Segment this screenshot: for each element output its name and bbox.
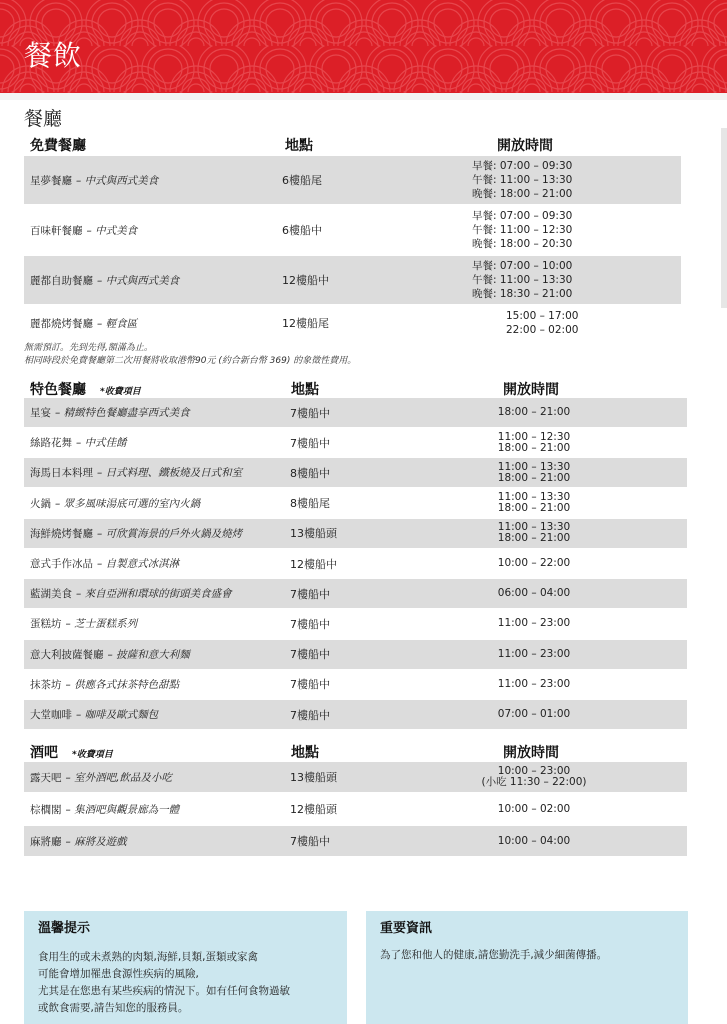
bar-location: 7樓船中: [290, 835, 330, 848]
restaurant-location: 13樓船頭: [290, 527, 337, 541]
tips-title: 溫馨提示: [38, 921, 91, 936]
bar-name: 露天吧 – 室外酒吧,飲品及小吃: [30, 771, 172, 784]
opening-hours: 11:00 – 13:30 18:00 – 21:00: [497, 521, 571, 545]
restaurant-location: 12樓船尾: [282, 317, 329, 330]
restaurant-name: 大堂咖啡 – 咖啡及歐式麵包: [30, 709, 159, 721]
restaurant-location: 6樓船中: [282, 224, 322, 237]
paid-tag: *收費項目: [72, 750, 113, 760]
table-row: [24, 428, 687, 457]
opening-hours: 10:00 – 22:00: [497, 557, 571, 569]
free-time-heading: 開放時間: [497, 138, 553, 154]
restaurant-location: 12樓船中: [290, 557, 337, 571]
bar-location: 13樓船頭: [290, 771, 337, 784]
table-row: [24, 549, 687, 578]
restaurant-name: 麗都燒烤餐廳 – 輕食區: [30, 317, 138, 330]
restaurant-name: 海馬日本料理 – 日式料理、鐵板燒及日式和室: [30, 467, 243, 480]
tips-box: [24, 911, 347, 1024]
opening-hours: 10:00 – 04:00: [497, 834, 571, 847]
table-row: [24, 156, 681, 204]
opening-hours: 11:00 – 13:30 18:00 – 21:00: [497, 460, 571, 484]
special-loc-heading: 地點: [291, 382, 319, 398]
restaurant-location: 7樓船中: [290, 617, 330, 631]
special-heading: 特色餐廳 *收費項目: [30, 382, 141, 398]
opening-hours: 07:00 – 01:00: [497, 708, 571, 720]
restaurant-name: 抹茶坊 – 供應各式抹茶特色甜點: [30, 678, 180, 691]
table-row: [24, 794, 687, 824]
opening-hours: 11:00 – 23:00: [497, 647, 571, 660]
opening-hours: 早餐: 07:00 – 09:30 午餐: 11:00 – 13:30 晚餐: 18:00 – 21:00: [472, 160, 573, 200]
special-time-heading: 開放時間: [503, 382, 559, 398]
table-row: [24, 700, 687, 729]
important-body: 為了您和他人的健康,請您勤洗手,減少細菌傳播。: [380, 949, 608, 961]
restaurant-location: 6樓船尾: [282, 174, 322, 187]
opening-hours: 11:00 – 23:00: [497, 617, 571, 630]
bar-name: 棕櫚閣 – 集酒吧與觀景廊為一體: [30, 803, 180, 816]
restaurant-name: 麗都自助餐廳 – 中式與西式美食: [30, 274, 180, 287]
restaurant-location: 8樓船尾: [290, 497, 330, 511]
restaurant-name: 海鮮燒烤餐廳 – 可欣賞海景的戶外火鍋及燒烤: [30, 527, 243, 540]
table-row: [24, 826, 687, 856]
restaurant-location: 7樓船中: [290, 648, 330, 662]
opening-hours: 10:00 – 02:00: [497, 802, 571, 815]
table-row: [24, 640, 687, 669]
restaurant-name: 星夢餐廳 – 中式與西式美食: [30, 174, 159, 187]
table-row: [24, 670, 687, 699]
opening-hours: 06:00 – 04:00: [497, 587, 571, 600]
table-row: [24, 579, 687, 608]
bars-loc-heading: 地點: [291, 745, 319, 761]
opening-hours: 15:00 – 17:00 22:00 – 02:00: [506, 310, 579, 336]
tips-body: 食用生的或未煮熟的肉類,海鮮,貝類,蛋類或家禽 可能會增加罹患食源性疾病的風險, 尤其是在您患有某些疾病的情況下。如有任何食物過敏 或飲食需要,請告知您的服務員。: [38, 951, 290, 1014]
bar-name: 麻將廳 – 麻將及遊戲: [30, 835, 127, 848]
paid-tag: *收費項目: [100, 387, 141, 397]
opening-hours: 早餐: 07:00 – 10:00 午餐: 11:00 – 13:30 晚餐: 18:30 – 21:00: [472, 260, 573, 300]
table-row: [24, 489, 687, 518]
table-row: [24, 306, 681, 340]
free-heading: 免費餐廳: [30, 138, 86, 154]
restaurant-name: 百味軒餐廳 – 中式美食: [30, 224, 138, 237]
free-loc-heading: 地點: [285, 138, 313, 154]
restaurant-location: 7樓船中: [290, 587, 330, 601]
opening-hours: 11:00 – 13:30 18:00 – 21:00: [497, 491, 571, 515]
table-row: [24, 398, 687, 427]
restaurant-name: 星宴 – 精緻特色餐廳盡享西式美食: [30, 407, 190, 419]
section-title: 餐廳: [24, 108, 63, 130]
banner-title: 餐飲: [24, 39, 83, 72]
opening-hours: 10:00 – 23:00 (小吃 11:30 – 22:00): [481, 765, 587, 788]
restaurant-name: 意式手作冰品 – 自製意式冰淇淋: [30, 558, 180, 570]
table-row: [24, 609, 687, 638]
reservation-note: 無需預訂。先到先得,額滿為止。: [24, 343, 153, 353]
scrollbar[interactable]: [721, 128, 727, 308]
bars-time-heading: 開放時間: [503, 745, 559, 761]
bar-location: 12樓船頭: [290, 803, 337, 816]
bars-heading: 酒吧 *收費項目: [30, 745, 113, 761]
table-row: [24, 458, 687, 487]
restaurant-location: 12樓船中: [282, 274, 329, 287]
header-banner: [0, 0, 727, 93]
table-row: [24, 256, 681, 304]
opening-hours: 早餐: 07:00 – 09:30 午餐: 11:00 – 12:30 晚餐: 18:00 – 20:30: [472, 210, 573, 250]
table-row: [24, 762, 687, 792]
important-title: 重要資訊: [380, 921, 433, 936]
restaurant-location: 7樓船中: [290, 436, 330, 450]
restaurant-location: 8樓船中: [290, 466, 330, 480]
restaurant-name: 意大利披薩餐廳 – 披薩和意大利麵: [30, 648, 190, 661]
restaurant-name: 火鍋 – 眾多風味湯底可選的室內火鍋: [30, 497, 201, 510]
restaurant-location: 7樓船中: [290, 678, 330, 692]
opening-hours: 11:00 – 12:30 18:00 – 21:00: [497, 430, 571, 454]
important-box: [366, 911, 688, 1024]
second-meal-note: 相同時段於免費餐廳第二次用餐將收取港幣90元 (約合新台幣 369) 的象徵性費用。: [24, 356, 357, 366]
restaurant-location: 7樓船中: [290, 708, 330, 722]
restaurant-name: 絲路花舞 – 中式佳餚: [30, 437, 127, 450]
table-row: [24, 206, 681, 254]
restaurant-location: 7樓船中: [290, 406, 330, 420]
wave-pattern: [0, 0, 727, 93]
restaurant-name: 藍湖美食 – 來自亞洲和環球的街頭美食盛會: [30, 588, 232, 601]
restaurant-name: 蛋糕坊 – 芝士蛋糕系列: [30, 618, 138, 631]
opening-hours: 18:00 – 21:00: [497, 406, 571, 418]
opening-hours: 11:00 – 23:00: [497, 677, 571, 690]
table-row: [24, 519, 687, 548]
banner-divider: [0, 93, 727, 100]
